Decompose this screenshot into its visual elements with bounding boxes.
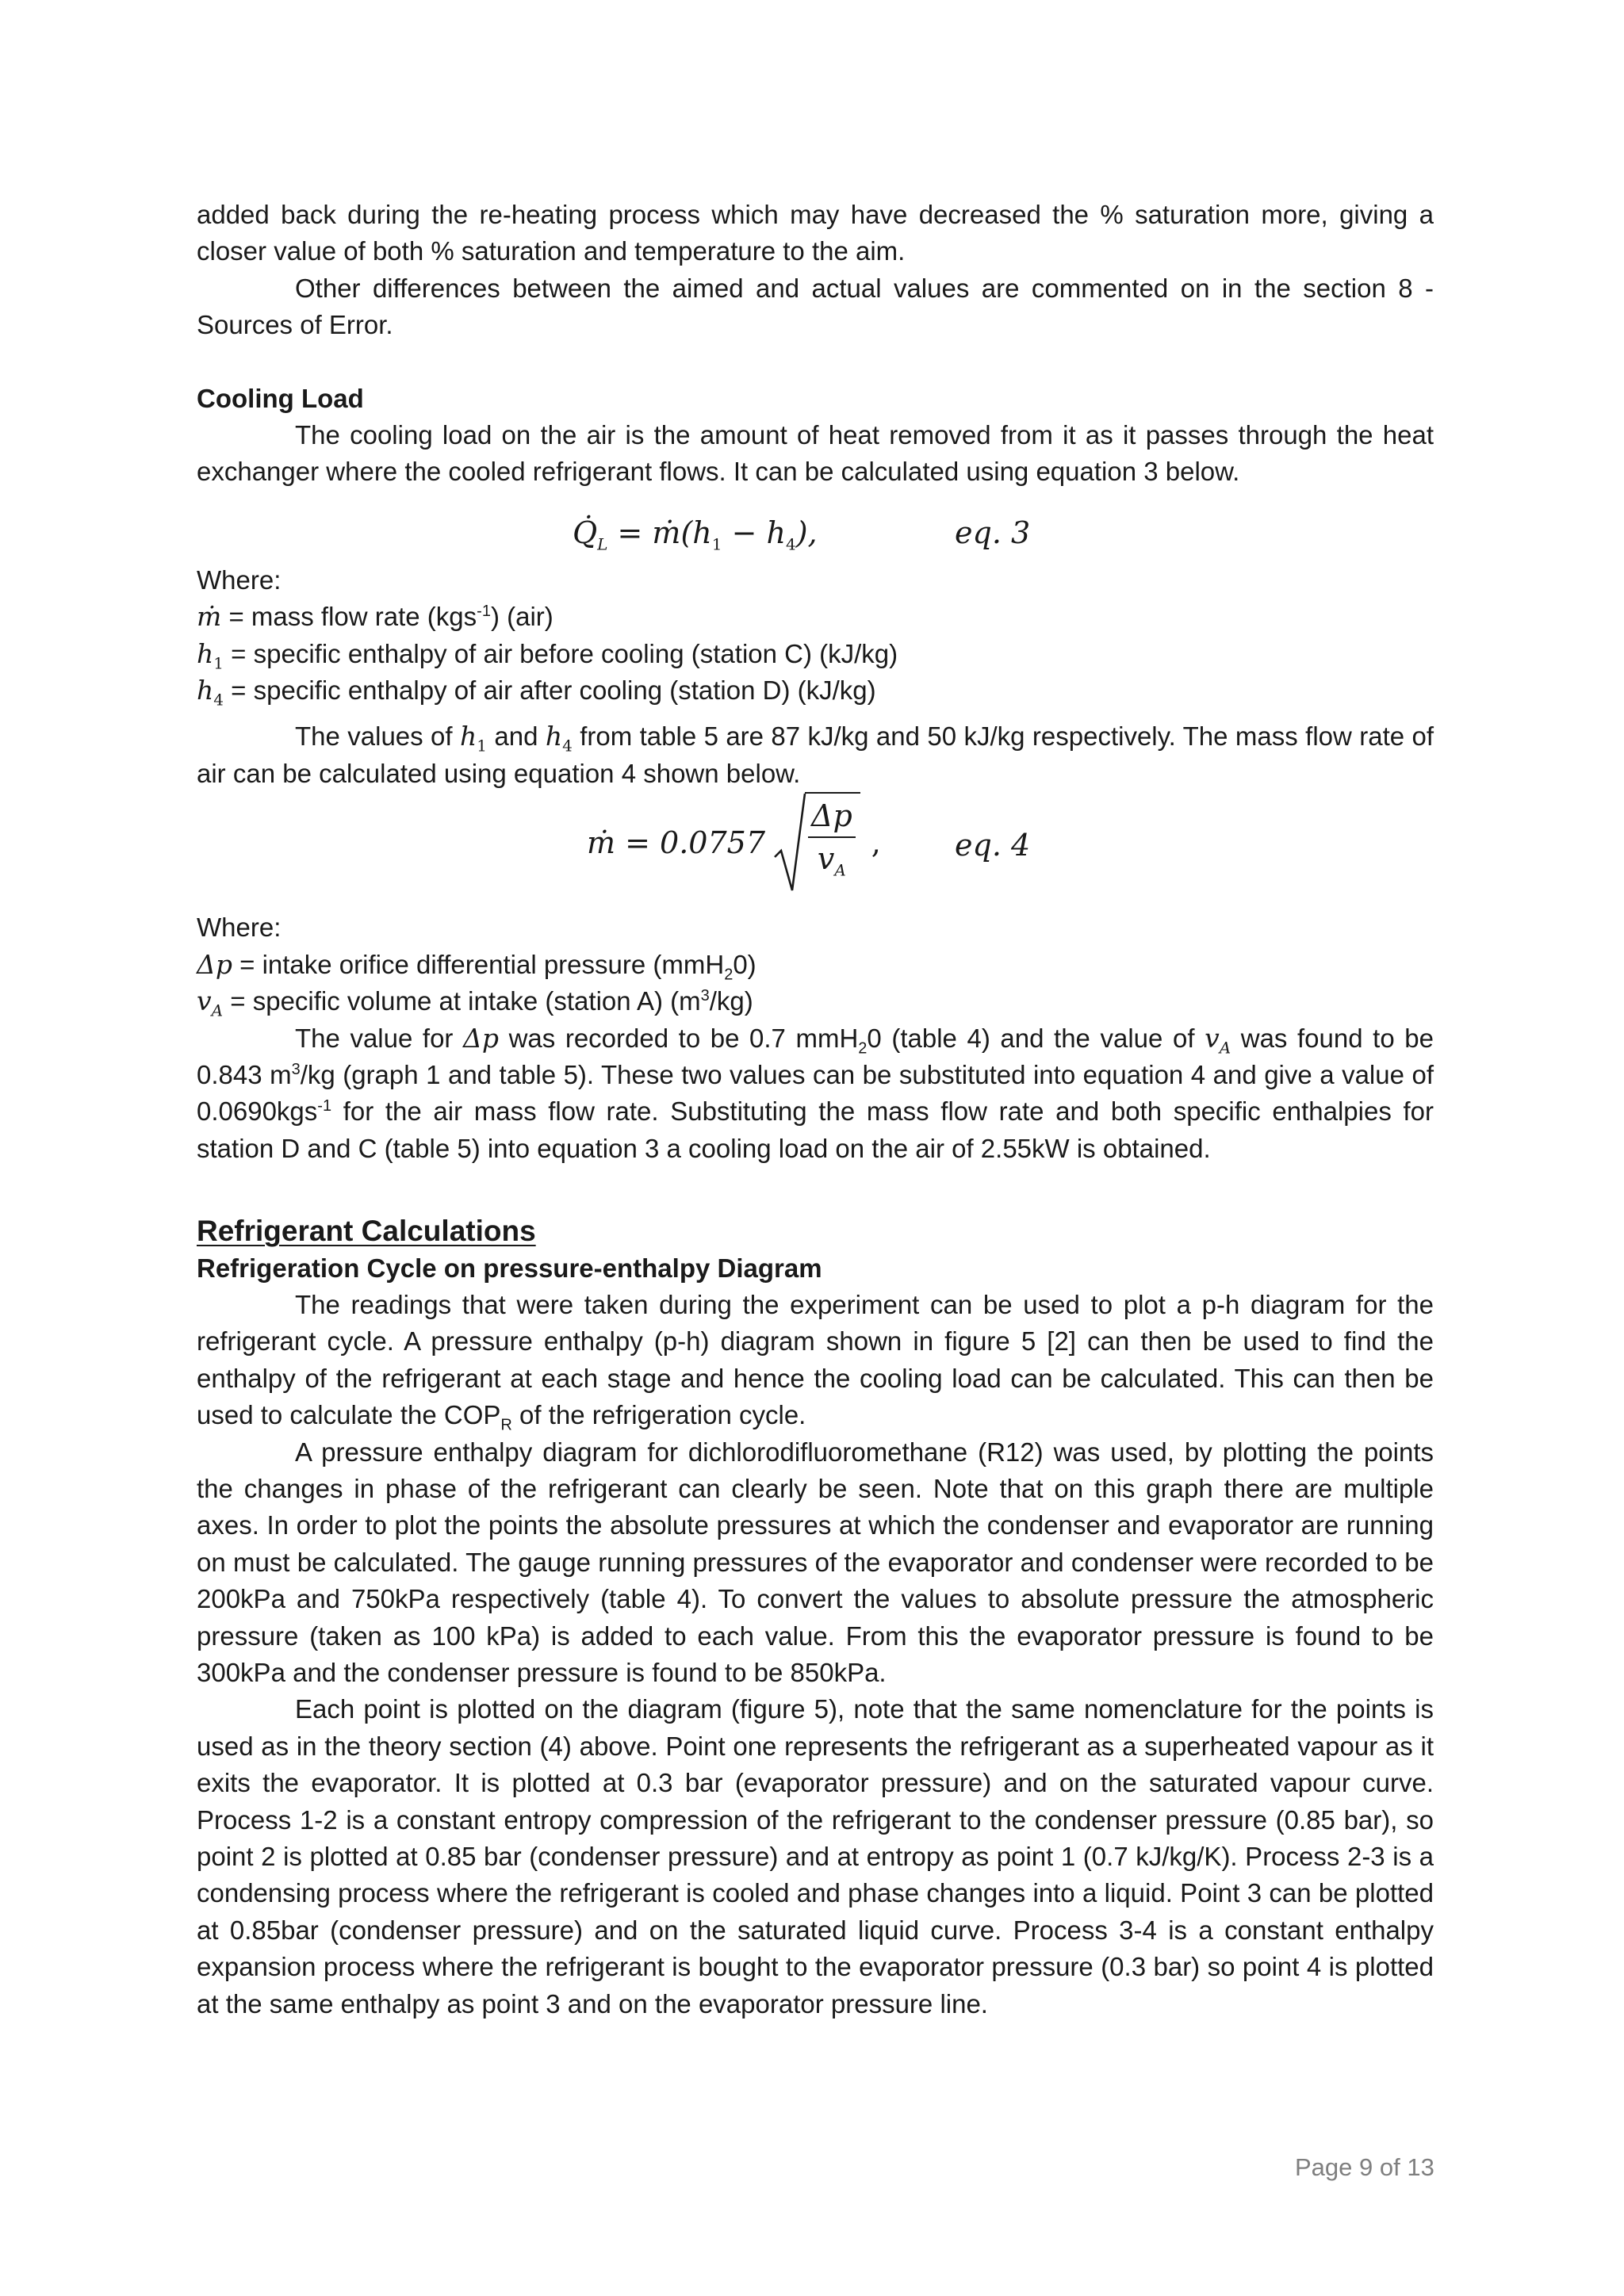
equation-3-expression: $Q̇_L$ = $ṁ(h_1 - h_4)$,	[573, 515, 818, 554]
equation-4-expression: ṁ = 0.0757 $\frac{\Delta p}{v_A}$ ,	[587, 792, 881, 894]
cooling-load-heading: Cooling Load	[197, 383, 364, 413]
intro-paragraph-1: added back during the re-heating process which may have decreased the % saturation more, giving a closer value of both % saturation and temperature to the aim.	[197, 200, 1434, 266]
radical-sign-icon	[773, 792, 806, 894]
refrigeration-cycle-subheading: Refrigeration Cycle on pressure-enthalpy Diagram	[197, 1253, 822, 1283]
refrigerant-paragraph-3: Each point is plotted on the diagram (figure 5), note that the same nomenclature for the points is used as in the theory section (4) above. Point one represents the refrigerant as a superheated vapour as it exits the evaporator. It is plotted at 0.3 bar (evaporator pressure) and on the saturated vapour curve. Process 1-2 is a constant entropy compression of the refrigerant to the condenser pressure (0.85 bar), so point 2 is plotted at 0.85 bar (condenser pressure) and at entropy as point 1 (0.7 kJ/kg/K). Process 2-3 is a condensing process where the refrigerant is cooled and phase changes into a liquid. Point 3 can be plotted at 0.85bar (condenser pressure) and on the saturated liquid curve. Process 3-4 is a constant enthalpy expansion process where the refrigerant is bought to the evaporator pressure (0.3 bar) so point 4 is plotted at the same enthalpy as point 3 and on the evaporator pressure line.	[197, 1694, 1434, 2019]
equation-4-label: eq. 4	[955, 828, 1031, 863]
refrigerant-calculations-title: Refrigerant Calculations	[197, 1215, 536, 1248]
cooling-load-paragraph-1: The cooling load on the air is the amount of heat removed from it as it passes through the heat exchanger where the cooled refrigerant flows. It can be calculated using equation 3 below.	[197, 420, 1434, 487]
refrigerant-paragraph-1: The readings that were taken during the experiment can be used to plot a p-h diagram for the refrigerant cycle. A pressure enthalpy (p-h) diagram shown in figure 5 [2] can then be used to find the enthalpy of the refrigerant at each stage and hence the cooling load can be calculated. This can then be used to calculate the $COP_R$ of the refrigeration cycle.	[197, 1289, 1434, 1434]
where-label-1: Where:	[197, 564, 282, 595]
definition-specific-volume: $v_A$ = specific volume at intake (station A) $(m^3/kg)$	[197, 985, 753, 1020]
page-content	[197, 197, 1434, 2022]
square-root	[773, 792, 860, 894]
equation-4	[197, 792, 1434, 894]
definition-mass-flow: ṁ = mass flow rate (kgs$^{-1}$) (air)	[197, 601, 553, 633]
cooling-load-paragraph-3: The value for Δp was recorded to be 0.7 mmH$_2$0 (table 4) and the value of $v_A$ was found to be 0.843 $m^3/kg$ (graph 1 and table 5). These two values can be substituted into equation 4 and give a value of 0.0690kgs$^{-1}$ for the air mass flow rate. Substituting the mass flow rate and both specific enthalpies for station D and C (table 5) into equation 3 a cooling load on the air of 2.55kW is obtained.	[197, 1022, 1434, 1163]
intro-paragraph-2: Other differences between the aimed and actual values are commented on in the section 8 - Sources of Error.	[197, 273, 1434, 340]
fraction: $\frac{\Delta p}{v_A}$	[805, 792, 860, 894]
cooling-load-paragraph-2: The values of $h_1$ and $h_4$ from table 5 are 87 kJ/kg and 50 kJ/kg respectively. The mass flow rate of air can be calculated using equation 4 shown below.	[197, 721, 1434, 788]
where-label-2: Where:	[197, 913, 282, 943]
equation-3-label: eq. 3	[955, 515, 1031, 550]
definition-delta-p: Δp = intake orifice differential pressure (mmH$_2$0)	[197, 948, 756, 984]
page-number: Page 9 of 13	[1295, 2153, 1434, 2181]
definition-h4: $h_4$ = specific enthalpy of air after cooling (station D) (kJ/kg)	[197, 675, 876, 710]
definition-h1: $h_1$ = specific enthalpy of air before cooling (station C) (kJ/kg)	[197, 637, 898, 673]
equation-3	[197, 491, 1434, 562]
refrigerant-paragraph-2: A pressure enthalpy diagram for dichlorodifluoromethane (R12) was used, by plotting the points the changes in phase of the refrigerant can clearly be seen. Note that on this graph there are multiple axes. In order to plot the points the absolute pressures at which the condenser and evaporator are running on must be calculated. The gauge running pressures of the evaporator and condenser were recorded to be 200kPa and 750kPa respectively (table 4). To convert the values to absolute pressure the atmospheric pressure (taken as 100 kPa) is added to each value. From this the evaporator pressure is found to be 300kPa and the condenser pressure is found to be 850kPa.	[197, 1437, 1434, 1687]
